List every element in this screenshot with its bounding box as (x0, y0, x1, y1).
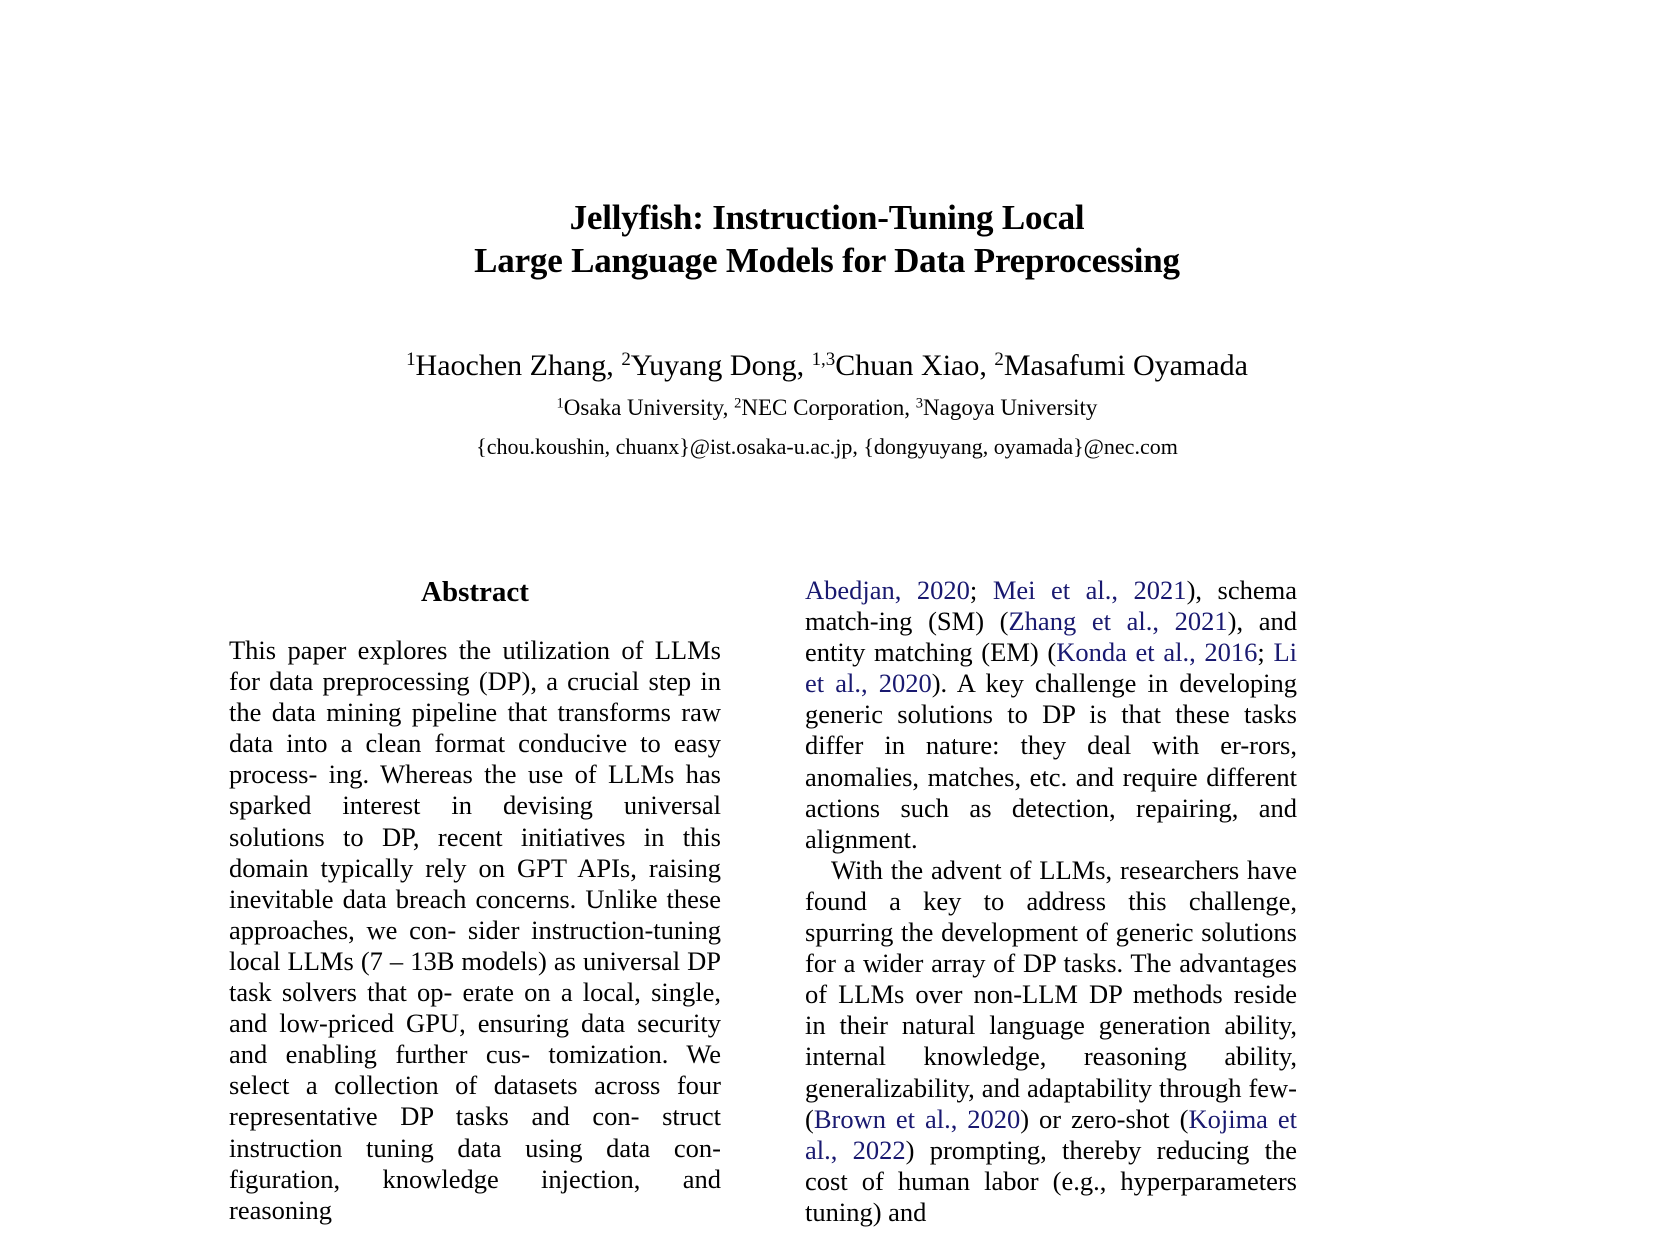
abstract-text: This paper explores the utilization of LLMs for data preprocessing (DP), a crucial step in the data mining pipeline that transforms raw data into a clean format conducive to easy process- ing. Whereas the use of LLMs has sparked interest in devising universal solutions to DP, recent initiatives in this domain typically rely on GPT APIs, raising inevitable data breach concerns. Unlike these approaches, we con- sider instruction-tuning local LLMs (7 – 13B models) as universal DP task solvers that op- erate on a local, single, and low-priced GPU, ensuring data security and enabling further cus- tomization. We select a collection of datasets across four representative DP tasks and con- struct instruction tuning data using data con- figuration, knowledge injection, and reasoning (229, 635, 721, 1225)
title-block (0, 196, 1654, 282)
author-name: Chuan Xiao, (835, 349, 987, 382)
body-text: ) or zero-shot ( (1020, 1103, 1189, 1134)
affiliations-line (0, 393, 1654, 423)
affiliation-entry (916, 395, 1098, 420)
affiliation-marker: 2 (734, 395, 742, 412)
author-affil-marker: 2 (994, 349, 1004, 371)
author-affil-marker: 1 (406, 349, 416, 371)
intro-paragraph-2 (805, 855, 1297, 1228)
body-text: ), and entity matching (EM) ( (805, 606, 1297, 668)
affiliation-name: Nagoya University (923, 395, 1098, 420)
intro-paragraph-1 (805, 575, 1297, 855)
author-name: Yuyang Dong, (630, 349, 805, 382)
left-column (229, 575, 721, 1241)
body-text: ), schema match-ing (SM) ( (805, 575, 1297, 637)
citation-link[interactable]: Kojima et al., 2022 (805, 1103, 1297, 1165)
author-affil-marker: 2 (621, 349, 631, 371)
affiliation-entry (734, 395, 910, 420)
body-text: ; (969, 575, 993, 605)
author-entry (994, 349, 1248, 382)
author-entry (812, 349, 987, 382)
page-title (0, 196, 1654, 282)
title-line-1: Jellyfish: Instruction-Tuning Local (569, 198, 1085, 237)
citation-link[interactable]: Brown et al., 2020 (813, 1103, 1021, 1134)
author-affil-marker: 1,3 (811, 349, 836, 371)
body-text: With the advent of LLMs, researchers have found a key to address this challenge, spurring the development of generic solutions for a wider array of DP tasks. The advantages of LLMs over non-LLM DP methods reside in their natural language generation ability, internal knowledge, reasoning ability, generalizability, and adaptability through few- ( (805, 854, 1297, 1134)
author-block (0, 348, 1654, 461)
affiliation-marker: 3 (915, 395, 924, 412)
citation-link[interactable]: Li et al., 2020 (805, 637, 1297, 699)
affiliation-name: Osaka University, (563, 395, 729, 420)
citation-link[interactable]: Zhang et al., 2021 (1008, 606, 1228, 637)
author-entry (621, 349, 804, 382)
body-columns (0, 575, 1654, 1241)
title-line-2: Large Language Models for Data Preprocessing (474, 241, 1180, 280)
emails-line: {chou.koushin, chuanx}@ist.osaka-u.ac.jp, {dongyuyang, oyamada}@nec.com (476, 434, 1178, 459)
affiliation-name: NEC Corporation, (741, 395, 911, 420)
affiliation-entry (557, 395, 729, 420)
citation-link[interactable]: Mei et al., 2021 (992, 575, 1187, 605)
author-name: Haochen Zhang, (415, 349, 614, 382)
author-entry (406, 349, 614, 382)
authors-line (0, 348, 1654, 384)
citation-link[interactable]: Konda et al., 2016 (1056, 637, 1258, 668)
body-text: ; (1257, 637, 1274, 668)
abstract-heading: Abstract (421, 576, 529, 608)
right-column (805, 575, 1297, 1241)
body-text: ). A key challenge in developing generic solutions to DP is that these tasks differ in nature: they deal with er-rors, anomalies, matches, etc. and require different actions such as detection, repairing, and alignment. (805, 668, 1297, 854)
body-text: ) prompting, thereby reducing the cost of human labor (e.g., hyperparameters tuning) and (805, 1134, 1297, 1227)
author-name: Masafumi Oyamada (1003, 349, 1248, 382)
citation-link[interactable]: Abedjan, 2020 (805, 575, 970, 605)
affiliation-marker: 1 (556, 395, 564, 412)
